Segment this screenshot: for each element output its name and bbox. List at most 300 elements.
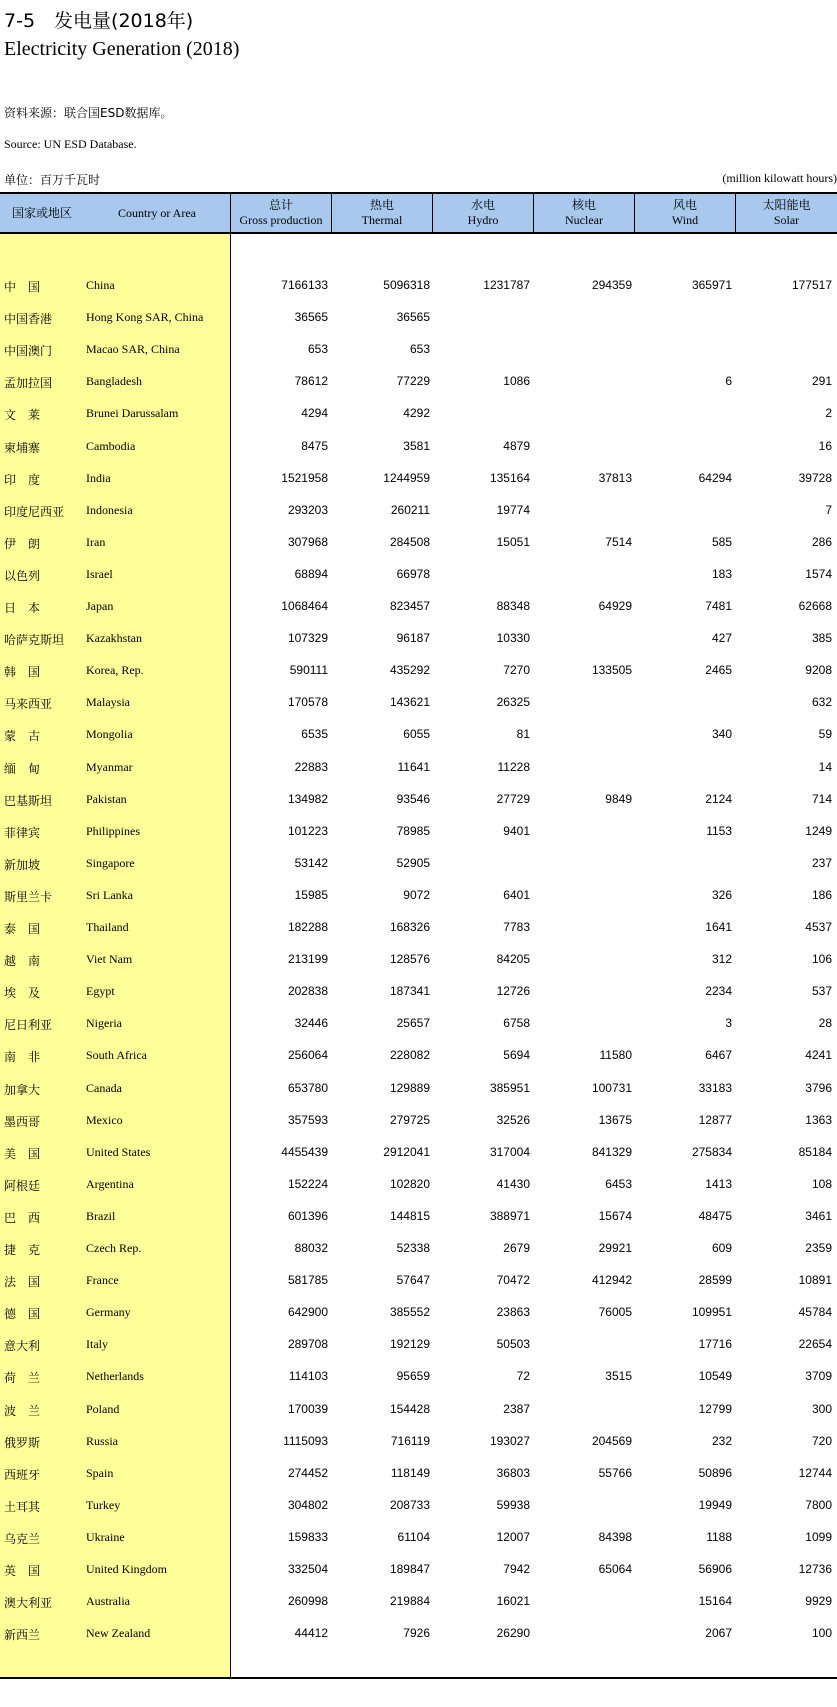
thermal-value: 3581	[403, 438, 430, 453]
wind-value: 232	[711, 1433, 732, 1448]
table-row	[0, 655, 837, 687]
hydro-value: 9401	[503, 823, 530, 838]
thermal-value: 653	[409, 342, 430, 357]
table-row	[0, 752, 837, 784]
gross-value: 114103	[288, 1369, 328, 1384]
nuclear-value: 76005	[598, 1305, 632, 1320]
country-name-en: Bangladesh	[86, 374, 142, 389]
gross-value: 107329	[287, 631, 328, 646]
thermal-value: 36565	[396, 310, 430, 325]
gross-value: 170578	[287, 695, 328, 710]
table-row	[0, 1105, 837, 1137]
wind-value: 56906	[698, 1562, 732, 1576]
thermal-value: 118149	[390, 1465, 430, 1480]
country-name-en: Philippines	[86, 823, 141, 838]
solar-value: 714	[811, 791, 832, 806]
country-name-en: Brunei Darussalam	[86, 406, 179, 421]
country-name-zh: 巴基斯坦	[4, 793, 53, 808]
country-name-en: Malaysia	[86, 695, 130, 710]
thermal-value: 228082	[389, 1048, 430, 1063]
country-name-zh: 西班牙	[4, 1467, 41, 1482]
thermal-value: 52905	[396, 855, 430, 870]
thermal-value: 187341	[389, 984, 430, 999]
gross-value: 152224	[287, 1176, 328, 1191]
solar-value: 59	[818, 727, 832, 742]
country-name-en: Macao SAR, China	[86, 342, 180, 357]
table-row	[0, 1522, 837, 1554]
solar-value: 28	[818, 1016, 832, 1031]
solar-value: 720	[811, 1433, 832, 1448]
country-name-en: Kazakhstan	[86, 631, 142, 646]
header-hydro: 水电 Hydro	[467, 198, 499, 227]
country-name-zh: 德 国	[4, 1307, 41, 1322]
table-row	[0, 1233, 837, 1265]
wind-value: 6467	[705, 1048, 732, 1063]
nuclear-value: 65064	[598, 1562, 632, 1576]
page-title-en: Electricity Generation (2018)	[4, 38, 240, 60]
gross-value: 601396	[287, 1208, 328, 1223]
hydro-value: 385951	[489, 1080, 530, 1095]
thermal-value: 5096318	[383, 278, 430, 292]
gross-value: 182288	[287, 920, 328, 934]
solar-value: 12744	[798, 1465, 832, 1480]
country-name-zh: 哈萨克斯坦	[4, 633, 65, 648]
table-row	[0, 1554, 837, 1586]
country-name-en: Netherlands	[86, 1369, 144, 1384]
header-nuclear: 核电 Nuclear	[565, 198, 603, 227]
country-name-zh: 捷 克	[4, 1243, 41, 1257]
hydro-value: 36803	[496, 1465, 530, 1480]
country-name-en: United States	[86, 1144, 151, 1159]
gross-value: 357593	[287, 1112, 328, 1127]
country-name-zh: 澳大利亚	[4, 1596, 53, 1611]
gross-value: 134982	[287, 791, 328, 806]
gross-value: 7166133	[281, 278, 328, 292]
table-row	[0, 495, 837, 527]
table-row	[0, 1586, 837, 1618]
nuclear-value: 841329	[591, 1144, 632, 1159]
thermal-value: 144815	[389, 1208, 430, 1223]
wind-value: 12877	[698, 1112, 732, 1127]
hydro-value: 70472	[496, 1273, 530, 1288]
table-row	[0, 816, 837, 848]
solar-value: 385	[811, 631, 832, 646]
country-name-zh: 菲律宾	[4, 825, 41, 840]
thermal-value: 128576	[389, 952, 430, 967]
solar-value: 22654	[798, 1337, 832, 1352]
thermal-value: 154428	[389, 1401, 430, 1416]
nuclear-value: 29921	[598, 1241, 632, 1255]
country-name-en: Ukraine	[86, 1529, 125, 1544]
thermal-value: 95659	[396, 1369, 430, 1384]
wind-value: 2067	[705, 1626, 732, 1641]
wind-value: 365971	[691, 278, 732, 292]
unit-label-zh: 单位：百万千瓦时	[4, 173, 101, 187]
table-row	[0, 1490, 837, 1522]
wind-value: 183	[711, 566, 732, 581]
wind-value: 1641	[705, 920, 732, 934]
solar-value: 106	[811, 952, 832, 967]
solar-value: 7	[825, 502, 832, 517]
country-name-en: Israel	[86, 566, 113, 581]
table-row	[0, 1137, 837, 1169]
table-row	[0, 302, 837, 334]
thermal-value: 385552	[389, 1305, 430, 1320]
wind-value: 585	[711, 534, 732, 549]
wind-value: 609	[711, 1241, 732, 1255]
solar-value: 45784	[798, 1305, 832, 1320]
country-name-en: United Kingdom	[86, 1562, 167, 1576]
table-row	[0, 912, 837, 944]
country-name-en: Iran	[86, 534, 106, 549]
thermal-value: 143621	[389, 695, 430, 710]
hydro-value: 7942	[503, 1562, 530, 1576]
nuclear-value: 7514	[605, 534, 632, 549]
hydro-value: 4879	[503, 438, 530, 453]
table-bottom-rule	[0, 1677, 837, 1679]
gross-value: 642900	[287, 1305, 328, 1320]
solar-value: 186	[811, 887, 832, 902]
table-row	[0, 976, 837, 1008]
table-row	[0, 463, 837, 495]
table-row	[0, 431, 837, 463]
nuclear-value: 412942	[591, 1273, 632, 1288]
gross-value: 581785	[287, 1273, 328, 1288]
country-name-zh: 斯里兰卡	[4, 889, 53, 904]
solar-value: 1099	[805, 1529, 832, 1544]
gross-value: 304802	[287, 1497, 328, 1512]
solar-value: 7800	[805, 1497, 832, 1512]
gross-value: 32446	[294, 1016, 328, 1031]
country-name-zh: 南 非	[4, 1050, 41, 1065]
nuclear-value: 133505	[591, 663, 632, 678]
thermal-value: 25657	[396, 1016, 430, 1031]
country-name-en: Singapore	[86, 855, 135, 870]
table-row	[0, 848, 837, 880]
wind-value: 7481	[705, 599, 732, 613]
thermal-value: 61104	[397, 1529, 430, 1544]
thermal-value: 208733	[389, 1497, 430, 1512]
hydro-value: 81	[516, 727, 530, 742]
solar-value: 3461	[805, 1208, 832, 1223]
hydro-value: 388971	[489, 1208, 530, 1223]
wind-value: 12799	[698, 1401, 732, 1416]
gross-value: 53142	[294, 855, 328, 870]
gross-value: 289708	[287, 1337, 328, 1352]
nuclear-value: 204569	[591, 1433, 632, 1448]
country-name-en: India	[86, 470, 111, 485]
solar-value: 291	[811, 374, 832, 389]
country-name-zh: 伊 朗	[4, 536, 41, 551]
table-header	[0, 192, 837, 234]
solar-value: 14	[818, 759, 832, 774]
thermal-value: 129889	[389, 1080, 430, 1095]
header-thermal: 热电 Thermal	[361, 198, 403, 227]
hydro-value: 1231787	[483, 278, 530, 292]
gross-value: 1068464	[281, 599, 328, 613]
table-row	[0, 366, 837, 398]
table-row	[0, 334, 837, 366]
thermal-value: 189847	[389, 1562, 430, 1576]
solar-value: 237	[811, 855, 832, 870]
country-name-zh: 俄罗斯	[4, 1435, 41, 1450]
thermal-value: 57647	[396, 1273, 430, 1288]
country-name-en: Pakistan	[86, 791, 127, 806]
nuclear-value: 55766	[598, 1465, 632, 1480]
wind-value: 3	[725, 1016, 732, 1031]
solar-value: 1363	[805, 1112, 832, 1127]
nuclear-value: 84398	[598, 1529, 632, 1544]
wind-value: 48475	[698, 1208, 732, 1223]
hydro-value: 6758	[503, 1016, 530, 1031]
country-name-zh: 印度尼西亚	[4, 504, 65, 519]
country-name-zh: 马来西亚	[4, 697, 53, 712]
country-name-zh: 巴 西	[4, 1210, 41, 1225]
gross-value: 213199	[287, 952, 328, 967]
solar-value: 1574	[805, 566, 832, 581]
wind-value: 6	[725, 374, 732, 389]
wind-value: 1188	[706, 1529, 732, 1544]
gross-value: 4294	[301, 406, 328, 421]
wind-value: 2234	[705, 984, 732, 999]
hydro-value: 5694	[503, 1048, 530, 1063]
solar-value: 3796	[805, 1080, 832, 1095]
gross-value: 307968	[287, 534, 328, 549]
thermal-value: 93546	[396, 791, 430, 806]
solar-value: 39728	[798, 470, 832, 485]
solar-value: 300	[811, 1401, 832, 1416]
country-name-zh: 缅 甸	[4, 761, 41, 776]
gross-value: 256064	[287, 1048, 328, 1063]
table-row	[0, 1008, 837, 1040]
thermal-value: 11641	[397, 759, 430, 774]
country-name-zh: 美 国	[4, 1146, 41, 1161]
gross-value: 590111	[289, 663, 328, 678]
wind-value: 1153	[706, 823, 732, 838]
thermal-value: 435292	[389, 663, 430, 678]
hydro-value: 15051	[496, 534, 530, 549]
wind-value: 19949	[698, 1497, 732, 1512]
thermal-value: 168326	[389, 920, 430, 934]
country-name-zh: 印 度	[4, 472, 41, 487]
country-name-zh: 埃 及	[4, 986, 41, 1001]
country-name-zh: 波 兰	[4, 1403, 41, 1418]
wind-value: 64294	[698, 470, 732, 485]
table-row	[0, 944, 837, 976]
table-row	[0, 591, 837, 623]
hydro-value: 7783	[503, 920, 530, 934]
wind-value: 17716	[698, 1337, 732, 1352]
solar-value: 12736	[798, 1562, 832, 1576]
country-name-en: Poland	[86, 1401, 120, 1416]
table-row	[0, 1394, 837, 1426]
gross-value: 68894	[294, 566, 328, 581]
gross-value: 332504	[287, 1562, 328, 1576]
table-row	[0, 687, 837, 719]
hydro-value: 72	[516, 1369, 530, 1384]
hydro-value: 2387	[503, 1401, 530, 1416]
thermal-value: 4292	[403, 406, 430, 421]
solar-value: 1249	[805, 823, 832, 838]
hydro-value: 12726	[496, 984, 530, 999]
table-row	[0, 1169, 837, 1201]
gross-value: 202838	[287, 984, 328, 999]
solar-value: 2	[825, 406, 832, 421]
solar-value: 10891	[798, 1273, 832, 1288]
thermal-value: 9072	[403, 887, 430, 902]
wind-value: 427	[711, 631, 732, 646]
solar-value: 16	[818, 438, 832, 453]
hydro-value: 84205	[496, 952, 530, 967]
gross-value: 274452	[287, 1465, 328, 1480]
thermal-value: 260211	[390, 502, 430, 517]
header-country-en: Country or Area	[118, 205, 196, 220]
country-name-en: Spain	[86, 1465, 114, 1480]
country-name-zh: 韩 国	[4, 665, 41, 680]
gross-value: 653	[307, 342, 328, 357]
hydro-value: 135164	[489, 470, 530, 485]
table-row	[0, 398, 837, 430]
country-name-en: Viet Nam	[86, 952, 133, 967]
hydro-value: 88348	[496, 599, 530, 613]
thermal-value: 716119	[390, 1433, 430, 1448]
hydro-value: 7270	[503, 663, 530, 678]
generation-table	[0, 192, 837, 1679]
country-name-en: Mongolia	[86, 727, 133, 742]
gross-value: 101223	[287, 823, 328, 838]
country-name-zh: 泰 国	[4, 922, 41, 936]
source-note-en: Source: UN ESD Database.	[4, 137, 137, 151]
country-name-en: Japan	[86, 599, 114, 613]
gross-value: 88032	[294, 1241, 328, 1255]
country-name-zh: 蒙 古	[4, 729, 41, 744]
hydro-value: 32526	[496, 1112, 530, 1127]
thermal-value: 823457	[389, 599, 430, 613]
table-row	[0, 719, 837, 751]
gross-value: 293203	[287, 502, 328, 517]
hydro-value: 2679	[503, 1241, 530, 1255]
gross-value: 170039	[287, 1401, 328, 1416]
country-name-zh: 中 国	[4, 280, 41, 294]
wind-value: 33183	[698, 1080, 732, 1095]
solar-value: 9929	[805, 1594, 832, 1609]
country-name-en: France	[86, 1273, 119, 1288]
country-name-zh: 土耳其	[4, 1499, 41, 1514]
country-name-zh: 以色列	[4, 568, 41, 583]
wind-value: 28599	[698, 1273, 732, 1288]
country-name-en: Italy	[86, 1337, 108, 1352]
thermal-value: 2912041	[383, 1144, 430, 1159]
solar-value: 632	[811, 695, 832, 710]
hydro-value: 1086	[503, 374, 530, 389]
country-name-zh: 中国香港	[4, 312, 53, 327]
thermal-value: 66978	[396, 566, 430, 581]
solar-value: 9208	[805, 663, 832, 678]
wind-value: 50896	[698, 1465, 732, 1480]
country-name-en: Cambodia	[86, 438, 136, 453]
country-name-zh: 越 南	[4, 954, 41, 969]
gross-value: 653780	[287, 1080, 328, 1095]
header-country-zh: 国家或地区	[11, 205, 72, 220]
country-name-en: South Africa	[86, 1048, 147, 1063]
hydro-value: 27729	[496, 791, 530, 806]
page-title-zh: 7-5 发电量(2018年)	[4, 10, 194, 32]
table-row	[0, 1329, 837, 1361]
hydro-value: 50503	[496, 1337, 530, 1352]
solar-value: 177517	[791, 278, 832, 292]
header-gross: 总计 Gross production	[239, 198, 323, 227]
unit-label-en: (million kilowatt hours)	[722, 171, 837, 185]
thermal-value: 192129	[389, 1337, 430, 1352]
wind-value: 2124	[705, 791, 732, 806]
gross-value: 22883	[294, 759, 328, 774]
solar-value: 85184	[798, 1144, 832, 1159]
solar-value: 4537	[805, 920, 832, 934]
nuclear-value: 11580	[599, 1048, 632, 1063]
wind-value: 1413	[705, 1176, 732, 1191]
table-row	[0, 1265, 837, 1297]
nuclear-value: 6453	[605, 1176, 632, 1191]
solar-value: 2359	[805, 1241, 832, 1255]
country-name-en: Argentina	[86, 1176, 134, 1191]
gross-value: 36565	[294, 310, 328, 325]
gross-value: 78612	[294, 374, 328, 389]
hydro-value: 10330	[496, 631, 530, 646]
country-name-en: Australia	[86, 1594, 130, 1609]
solar-value: 286	[811, 534, 832, 549]
country-name-en: Brazil	[86, 1208, 116, 1223]
wind-value: 10549	[698, 1369, 732, 1384]
wind-value: 312	[711, 952, 732, 967]
country-name-zh: 日 本	[4, 601, 41, 615]
solar-value: 4241	[805, 1048, 832, 1063]
thermal-value: 52338	[396, 1241, 430, 1255]
hydro-value: 59938	[496, 1497, 530, 1512]
solar-value: 100	[811, 1626, 832, 1641]
table-row	[0, 1073, 837, 1105]
country-name-zh: 孟加拉国	[4, 376, 53, 391]
table-row	[0, 1361, 837, 1393]
header-wind: 风电 Wind	[671, 198, 699, 227]
wind-value: 15164	[698, 1594, 732, 1609]
table-row	[0, 1426, 837, 1458]
country-name-zh: 加拿大	[4, 1082, 41, 1097]
wind-value: 340	[711, 727, 732, 742]
thermal-value: 6055	[403, 727, 430, 742]
country-name-en: Canada	[86, 1080, 122, 1095]
gross-value: 44412	[294, 1626, 328, 1641]
country-name-en: Sri Lanka	[86, 887, 133, 902]
gross-value: 260998	[287, 1594, 328, 1609]
hydro-value: 19774	[496, 502, 530, 517]
gross-value: 8475	[301, 438, 328, 453]
country-name-zh: 法 国	[4, 1275, 41, 1290]
thermal-value: 284508	[389, 534, 430, 549]
thermal-value: 1244959	[383, 470, 430, 485]
table-row	[0, 1201, 837, 1233]
nuclear-value: 13675	[598, 1112, 632, 1127]
country-name-zh: 中国澳门	[4, 344, 53, 359]
thermal-value: 219884	[389, 1594, 430, 1609]
table-row	[0, 270, 837, 302]
thermal-value: 279725	[389, 1112, 430, 1127]
table-row	[0, 1297, 837, 1329]
gross-value: 159833	[287, 1529, 328, 1544]
country-name-en: Mexico	[86, 1112, 123, 1127]
table-row	[0, 784, 837, 816]
country-name-en: Turkey	[86, 1497, 121, 1512]
country-name-zh: 荷 兰	[4, 1371, 41, 1386]
